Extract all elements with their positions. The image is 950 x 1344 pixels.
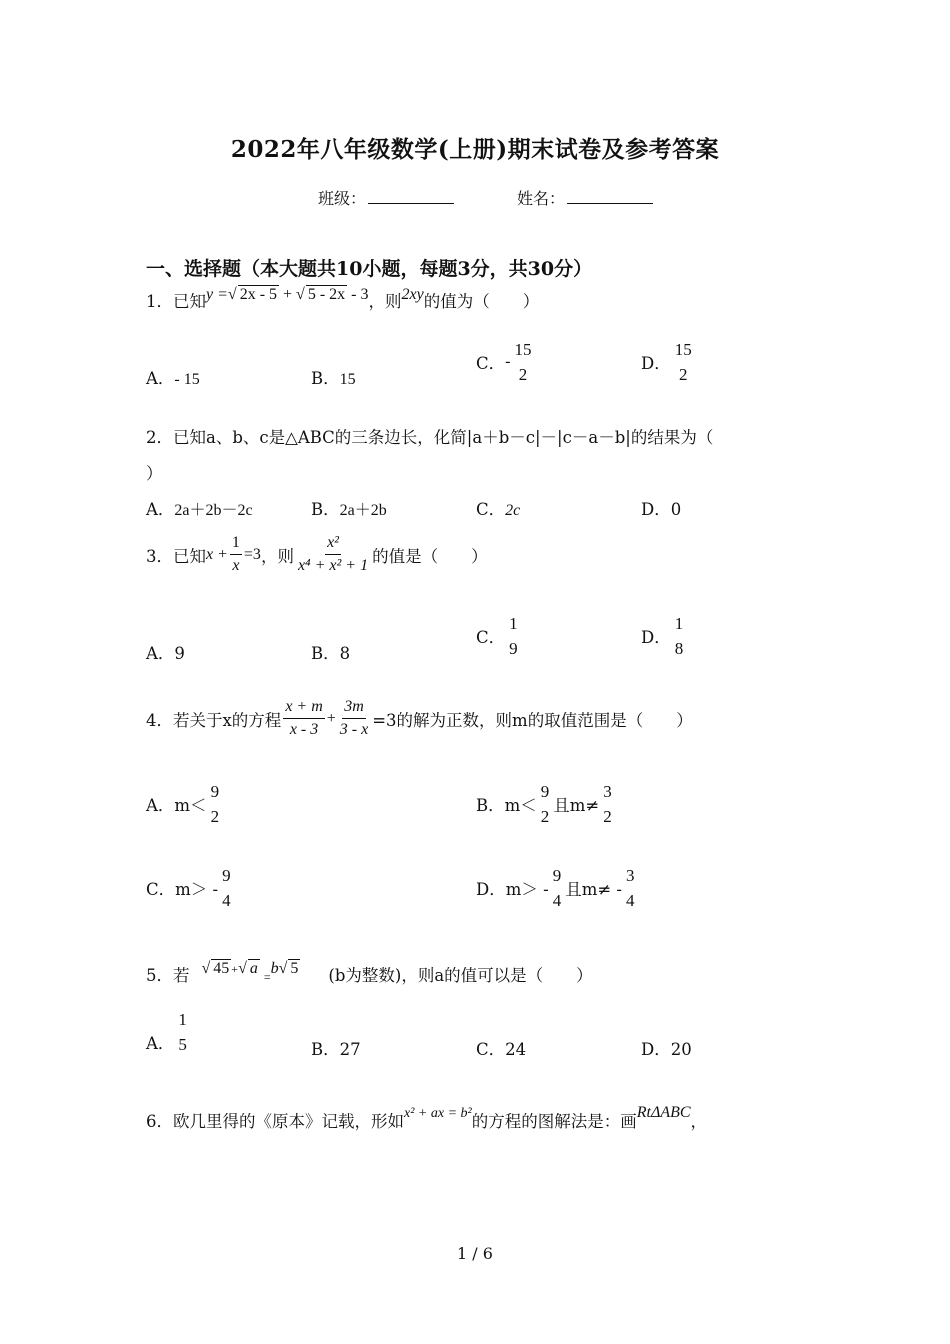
q1-option-b: B．15 (311, 369, 356, 388)
q1-expr: 2xy (401, 286, 424, 303)
q3-option-d: D． 1 8 (641, 614, 684, 658)
class-blank (368, 189, 454, 204)
question-5: 5．若 √ 45 +√ a $_=$b√ 5 (b为整数)，则a的值可以是（ ） (146, 960, 593, 985)
class-label: 班级： (318, 189, 367, 208)
q1-mid: ，则 (368, 292, 402, 311)
q5-formula: √ 45 +√ a $_=$b√ 5 (201, 960, 299, 984)
q4-option-d: D．m＞ - 9 4 且m≠ - 3 4 (476, 866, 635, 910)
q1-option-c: C．- 15 2 (476, 340, 532, 384)
q5-option-b: B．27 (311, 1040, 361, 1059)
question-3: 3．已知x + $\frac{1}{x}$ =3，则 $\frac{\text{x²}}{\text{x⁴ + x² + 1}}$ 的值是（ ） (146, 534, 488, 575)
q2-option-b: B．2a＋2b (311, 500, 387, 519)
q4-option-c: C．m＞ - 9 4 (146, 866, 231, 910)
class-field (318, 186, 454, 209)
name-field (517, 186, 653, 209)
q5-option-c: C．24 (476, 1040, 527, 1059)
q1-formula: y =√ 2x - 5 + √ 5 - 2x - 3 (206, 286, 369, 303)
question-6: 6．欧几里得的《原本》记载，形如$^{x^2 + ax = b^2}$的方程的图解法是：画RtΔABC， (146, 1104, 708, 1131)
page-title: 2022年八年级数学(上册)期末试卷及参考答案 (230, 136, 720, 163)
section-heading: 一、选择题（本大题共10小题，每题3分，共30分） (146, 258, 593, 280)
page-number: 1 / 6 (457, 1244, 493, 1263)
question-1 (146, 288, 539, 312)
name-label: 姓名： (517, 189, 566, 208)
question-2: 2．已知a、b、c是△ABC的三条边长，化简|a＋b－c|－|c－a－b|的结果为（ (146, 428, 714, 447)
q2-option-a: A．2a＋2b－2c (146, 500, 253, 519)
q2-option-d: D．0 (641, 500, 682, 519)
q5-option-a: A． 1 5 (146, 1010, 187, 1054)
q3-option-a: A．9 (146, 644, 185, 663)
q4-option-b: B．m＜ 9 2 且m≠ 3 2 (476, 782, 612, 826)
q3-option-c: C． 1 9 (476, 614, 518, 658)
question-4: 4．若关于x的方程 $\frac{x + m}{x - 3}$ + $\frac{3m}{3 - x}$ =3的解为正数，则m的取值范围是（ ） (146, 698, 693, 739)
q3-option-b: B．8 (311, 644, 351, 663)
q4-option-a: A．m＜ 9 2 (146, 782, 220, 826)
q2-option-c: C．2c (476, 500, 521, 519)
q1-option-a: A．- 15 (146, 369, 200, 388)
q1-tail: 的值为（ ） (423, 292, 540, 311)
name-blank (567, 189, 653, 204)
q1-option-d: D． 15 2 (641, 340, 692, 384)
q5-option-d: D．20 (641, 1040, 692, 1059)
q1-prefix: 1．已知 (146, 292, 206, 311)
question-2-cont: ） (146, 464, 163, 483)
